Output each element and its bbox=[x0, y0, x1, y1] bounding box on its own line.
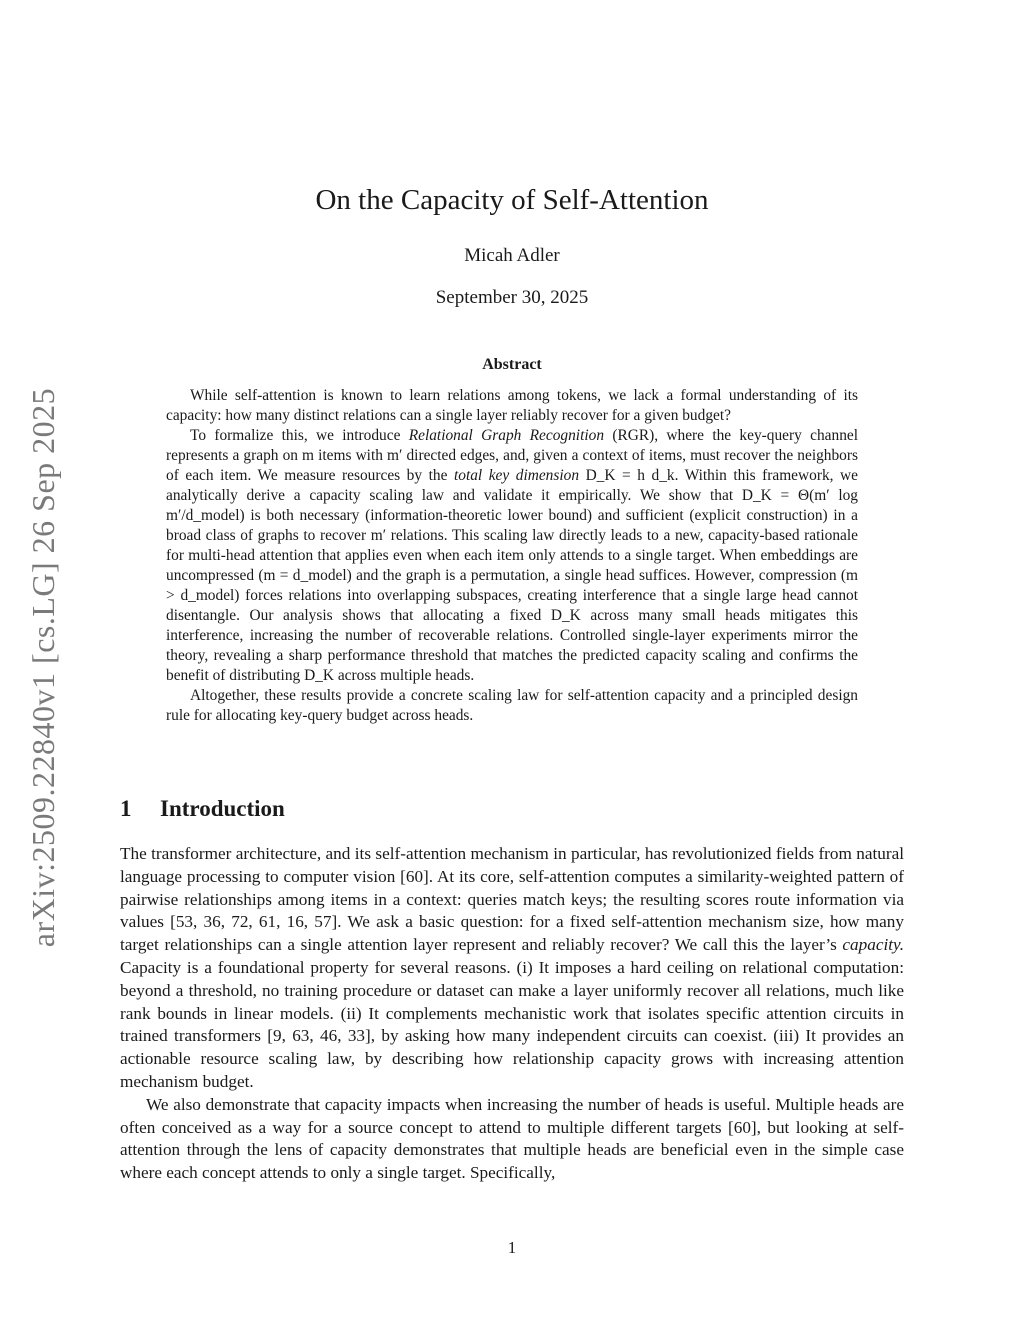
intro-p1-text-b: Capacity is a foundational property for several reasons. (i) It imposes a hard ceiling on relational computation: beyond a threshold, no training procedure or dataset can make a layer uniformly recover all relations, much like rank bounds in linear models. (ii) It complements mechanistic work that isolates specific attention circuits in trained transformers [9, 63, 46, 33], by asking how many independent circuits can coexist. (iii) It provides an actionable resource scaling law, by describing how relationship capacity grows with increasing attention mechanism budget. bbox=[120, 957, 904, 1091]
intro-p1-text-a: The transformer architecture, and its self-attention mechanism in particular, has revolutionized fields from natural language processing to computer vision [60]. At its core, self-attention computes a similarity-weighted pattern of pairwise relationships among items in a context: queries match keys; the resulting scores route information via values [53, 36, 72, 61, 16, 57]. We ask a basic question: for a fixed self-attention mechanism size, how many target relationships can a single attention layer represent and reliably recover? We call this the layer’s bbox=[120, 844, 904, 955]
paper-title: On the Capacity of Self-Attention bbox=[315, 184, 709, 216]
section-heading-introduction bbox=[120, 796, 285, 822]
abstract-paragraph-1: While self-attention is known to learn relations among tokens, we lack a formal understanding of its capacity: how many distinct relations can a single layer reliably recover for a given budget? bbox=[166, 387, 858, 424]
paper-date: September 30, 2025 bbox=[435, 287, 589, 308]
abstract-paragraph-2 bbox=[166, 426, 858, 686]
intro-paragraph-2: We also demonstrate that capacity impacts when increasing the number of heads is useful. Multiple heads are often conceived as a way for a source concept to attend to multiple different targets [60], but looking at self-attention through the lens of capacity demonstrates that multiple heads are beneficial even in the simple case where each concept attends to only a single target. Specifically, bbox=[120, 1094, 904, 1183]
capacity-term: capacity. bbox=[842, 935, 904, 955]
abstract-paragraph-3: Altogether, these results provide a concrete scaling law for self-attention capacity and a principled design rule for allocating key-query budget across heads. bbox=[166, 687, 858, 724]
abstract-p2-text-a: To formalize this, we introduce bbox=[190, 427, 409, 444]
introduction-body bbox=[120, 843, 904, 1185]
abstract-p2-text-b: (RGR), where the key-query channel represents a graph on m items with m′ directed edges, and, given a context of items, must recover the neighbors of each item. We measure resources by the bbox=[166, 427, 858, 484]
abstract-p2-text-c: D_K = h d_k. Within this framework, we analytically derive a capacity scaling law and validate it empirically. We show that D_K = Θ(m′ log m′/d_model) is both necessary (information-theoretic lower bound) and sufficient (explicit construction) in a broad class of graphs to recover m′ relations. This scaling law directly leads to a new, capacity-based rationale for multi-head attention that applies even when each item only attends to a single target. When embeddings are uncompressed (m = d_model) and the graph is a permutation, a single head suffices. However, compression (m > d_model) forces relations into overlapping subspaces, creating interference that a single large head cannot disentangle. Our analysis shows that allocating a fixed D_K across many small heads mitigates this interference, increasing the number of recoverable relations. Controlled single-layer experiments mirror the theory, revealing a sharp performance threshold that matches the predicted capacity scaling and confirms the benefit of distributing D_K across multiple heads. bbox=[166, 467, 858, 684]
arxiv-sidebar bbox=[22, 375, 66, 960]
section-number: 1 bbox=[120, 796, 132, 821]
rgr-term: Relational Graph Recognition bbox=[408, 427, 605, 444]
section-title: Introduction bbox=[160, 796, 285, 821]
intro-paragraph-1 bbox=[120, 843, 904, 1094]
abstract-body bbox=[166, 386, 858, 726]
total-key-dimension-term: total key dimension bbox=[453, 467, 580, 484]
abstract-heading: Abstract bbox=[482, 356, 542, 373]
arxiv-identifier: arXiv:2509.22840v1 [cs.LG] 26 Sep 2025 bbox=[25, 387, 62, 948]
paper-author: Micah Adler bbox=[464, 245, 560, 266]
page-number: 1 bbox=[507, 1238, 517, 1257]
